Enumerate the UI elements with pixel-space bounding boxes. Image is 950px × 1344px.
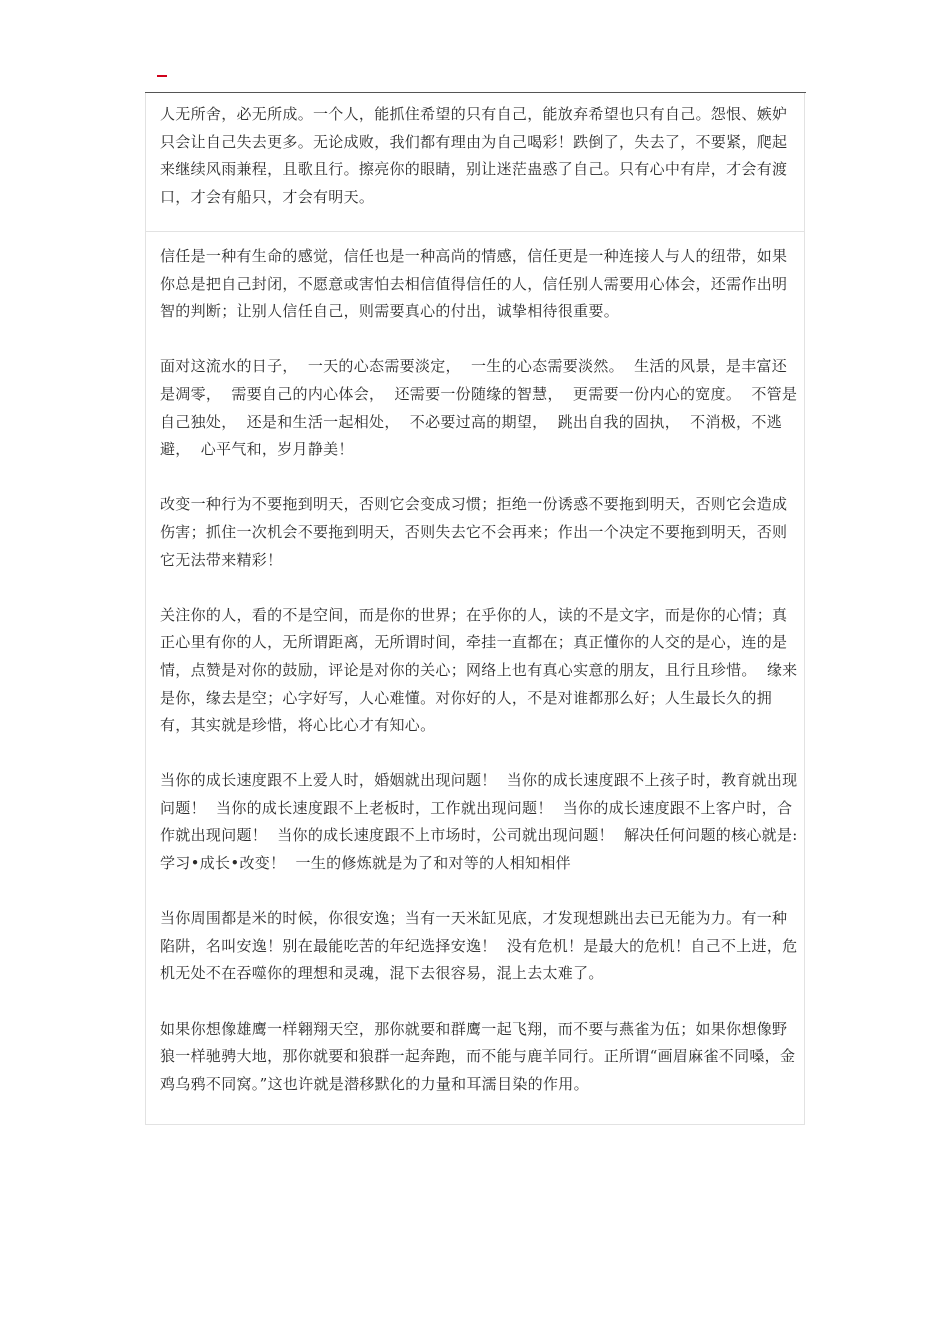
paragraph: 信任是一种有生命的感觉，信任也是一种高尚的情感，信任更是一种连接人与人的纽带，如果你总是把自己封闭，不愿意或害怕去相信值得信任的人，信任别人需要用心体会，还需作出明智的判断；让别人信任自己，则需要真心的付出，诚挚相待很重要。 [160, 247, 788, 321]
paragraph: 改变一种行为不要拖到明天，否则它会变成习惯；拒绝一份诱惑不要拖到明天，否则它会造成伤害；抓住一次机会不要拖到明天，否则失去它不会再来；作出一个决定不要拖到明天，否则它无法带来精彩！ [160, 495, 788, 569]
paragraph: 如果你想像雄鹰一样翱翔天空，那你就要和群鹰一起飞翔，而不要与燕雀为伍；如果你想像野狼一样驰骋大地，那你就要和狼群一起奔跑，而不能与鹿羊同行。正所谓“画眉麻雀不同嗓，金鸡乌鸦不同窝。”这也许就是潜移默化的力量和耳濡目染的作用。 [160, 1019, 796, 1093]
paragraph: 关注你的人，看的不是空间，而是你的世界；在乎你的人，读的不是文字，而是你的心情；真正心里有你的人，无所谓距离，无所谓时间，牵挂一直都在；真正懂你的人交的是心，连的是情，点赞是对你的鼓励，评论是对你的关心；网络上也有真心实意的朋友，且行且珍惜。 缘来是你，缘去是空；心字好写，人心难懂。对你好的人，不是对谁都那么好；人生最长久的拥有，其实就是珍惜，将心比心才有知心。 [160, 605, 798, 735]
paragraph: 当你的成长速度跟不上爱人时，婚姻就出现问题！ 当你的成长速度跟不上孩子时，教育就出现问题！ 当你的成长速度跟不上老板时，工作就出现问题！ 当你的成长速度跟不上客户时，合作就出现问题！ 当你的成长速度跟不上市场时，公司就出现问题！ 解决任何问题的核心就是:学习•成长•改变！ 一生的修炼就是为了和对等的人相知相伴 [160, 771, 798, 873]
content-box-1 [145, 93, 805, 232]
paragraph: 人无所舍，必无所成。一个人，能抓住希望的只有自己，能放弃希望也只有自己。怨恨、嫉妒只会让自己失去更多。无论成败，我们都有理由为自己喝彩！跌倒了，失去了，不要紧，爬起来继续风雨兼程，且歌且行。擦亮你的眼睛，别让迷茫蛊惑了自己。只有心中有岸，才会有渡口，才会有船只，才会有明天。 [160, 105, 788, 206]
paragraph: 当你周围都是米的时候，你很安逸；当有一天米缸见底，才发现想跳出去已无能为力。有一种陷阱，名叫安逸！别在最能吃苦的年纪选择安逸！ 没有危机！是最大的危机！自己不上进，危机无处不在吞噬你的理想和灵魂，混下去很容易，混上去太难了。 [160, 909, 798, 983]
red-accent-dash [157, 75, 167, 77]
content-box-2 [145, 232, 805, 1125]
paragraph: 面对这流水的日子， 一天的心态需要淡定， 一生的心态需要淡然。 生活的风景，是丰富还是凋零， 需要自己的内心体会， 还需要一份随缘的智慧， 更需要一份内心的宽度。 不管是自己独处， 还是和生活一起相处， 不必要过高的期望， 跳出自我的固执， 不消极，不逃避， 心平气和，岁月静美！ [160, 357, 798, 459]
